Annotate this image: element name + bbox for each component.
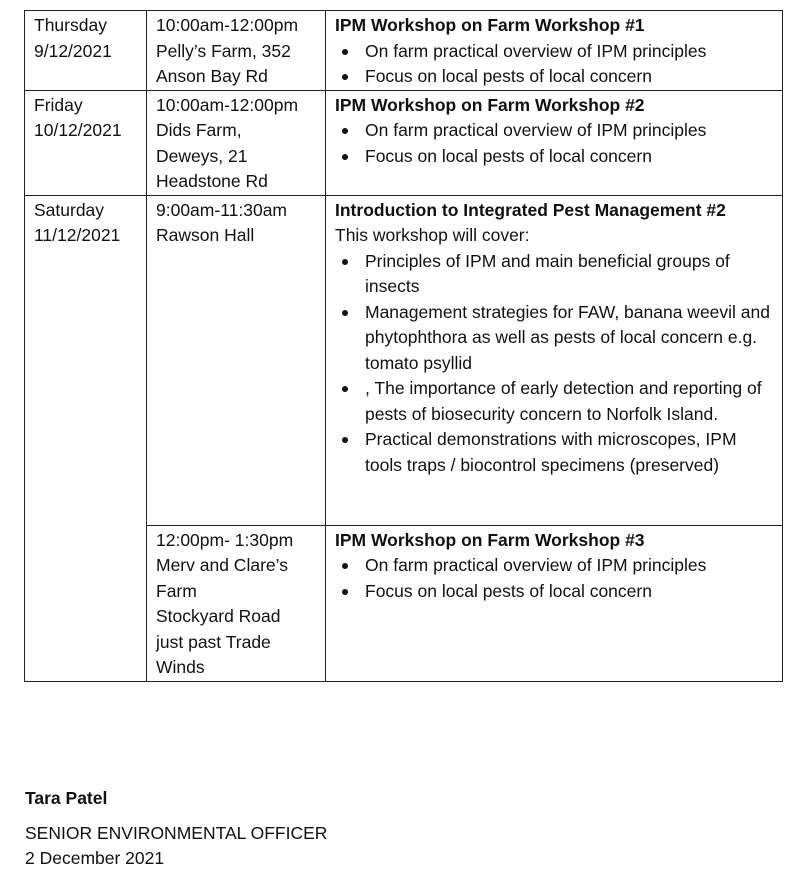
- session-time: 10:00am-12:00pm: [156, 15, 299, 35]
- signature-date: 2 December 2021: [25, 848, 165, 868]
- time-venue-cell: [147, 525, 326, 681]
- bullet-item: Focus on local pests of local concern: [365, 144, 774, 170]
- bullet-list: [335, 249, 774, 479]
- bullet-item: On farm practical overview of IPM principles: [365, 118, 774, 144]
- session-time: 10:00am-12:00pm: [156, 94, 299, 115]
- venue-line: Pelly’s Farm, 352: [156, 40, 291, 61]
- bullet-item: On farm practical overview of IPM principles: [365, 39, 774, 65]
- venue-line: Anson Bay Rd: [156, 66, 268, 86]
- day-label: Saturday: [34, 199, 105, 220]
- description-cell: [326, 11, 783, 91]
- bullet-item: Principles of IPM and main beneficial groups of insects: [365, 249, 774, 300]
- schedule-row-friday: [25, 90, 783, 195]
- date-label: 9/12/2021: [34, 40, 112, 61]
- session-time: 12:00pm- 1:30pm: [156, 529, 294, 550]
- venue-line: just past Trade: [156, 631, 271, 652]
- bullet-list: [335, 39, 774, 90]
- session-intro: This workshop will cover:: [335, 225, 530, 245]
- venue-line: Farm: [156, 580, 197, 601]
- bullet-item: Management strategies for FAW, banana weevil and phytophthora as well as pests of local concern e.g. tomato psyllid: [365, 300, 774, 377]
- day-cell: [25, 11, 147, 91]
- description-cell: [326, 90, 783, 195]
- bullet-item: On farm practical overview of IPM principles: [365, 553, 774, 579]
- date-label: 10/12/2021: [34, 120, 122, 140]
- session-title: Introduction to Integrated Pest Management #2: [335, 199, 726, 220]
- time-venue-cell: [147, 195, 326, 525]
- day-cell: [25, 90, 147, 195]
- venue-line: Deweys, 21: [156, 145, 248, 166]
- day-cell: [25, 195, 147, 681]
- date-label: 11/12/2021: [34, 225, 121, 245]
- session-title: IPM Workshop on Farm Workshop #3: [335, 529, 645, 550]
- day-label: Friday: [34, 94, 83, 115]
- venue-line: Headstone Rd: [156, 171, 268, 191]
- session-title: IPM Workshop on Farm Workshop #1: [335, 15, 645, 35]
- venue-line: Stockyard Road: [156, 606, 281, 626]
- signatory-role: SENIOR ENVIRONMENTAL OFFICER: [25, 823, 328, 843]
- schedule-row-thursday: [25, 11, 783, 91]
- bullet-list: [335, 118, 774, 169]
- bullet-item: Practical demonstrations with microscopes, IPM tools traps / biocontrol specimens (preserved): [365, 427, 774, 478]
- venue-line: Winds: [156, 657, 205, 677]
- schedule-row-saturday-morning: [25, 195, 783, 525]
- signatory-name: Tara Patel: [25, 788, 108, 808]
- description-cell: [326, 195, 783, 525]
- venue-line: Dids Farm,: [156, 120, 242, 140]
- day-label: Thursday: [34, 15, 107, 35]
- workshop-schedule-table: [24, 10, 783, 682]
- bullet-list: [335, 553, 774, 604]
- bullet-item: Focus on local pests of local concern: [365, 64, 774, 90]
- bullet-item: Focus on local pests of local concern: [365, 579, 774, 605]
- bullet-item: , The importance of early detection and reporting of pests of biosecurity concern to Norfolk Island.: [365, 376, 774, 427]
- description-cell: [326, 525, 783, 681]
- session-title: IPM Workshop on Farm Workshop #2: [335, 94, 645, 115]
- venue-line: Rawson Hall: [156, 225, 255, 245]
- time-venue-cell: [147, 90, 326, 195]
- venue-line: Merv and Clare’s: [156, 555, 288, 575]
- time-venue-cell: [147, 11, 326, 91]
- session-time: 9:00am-11:30am: [156, 199, 288, 220]
